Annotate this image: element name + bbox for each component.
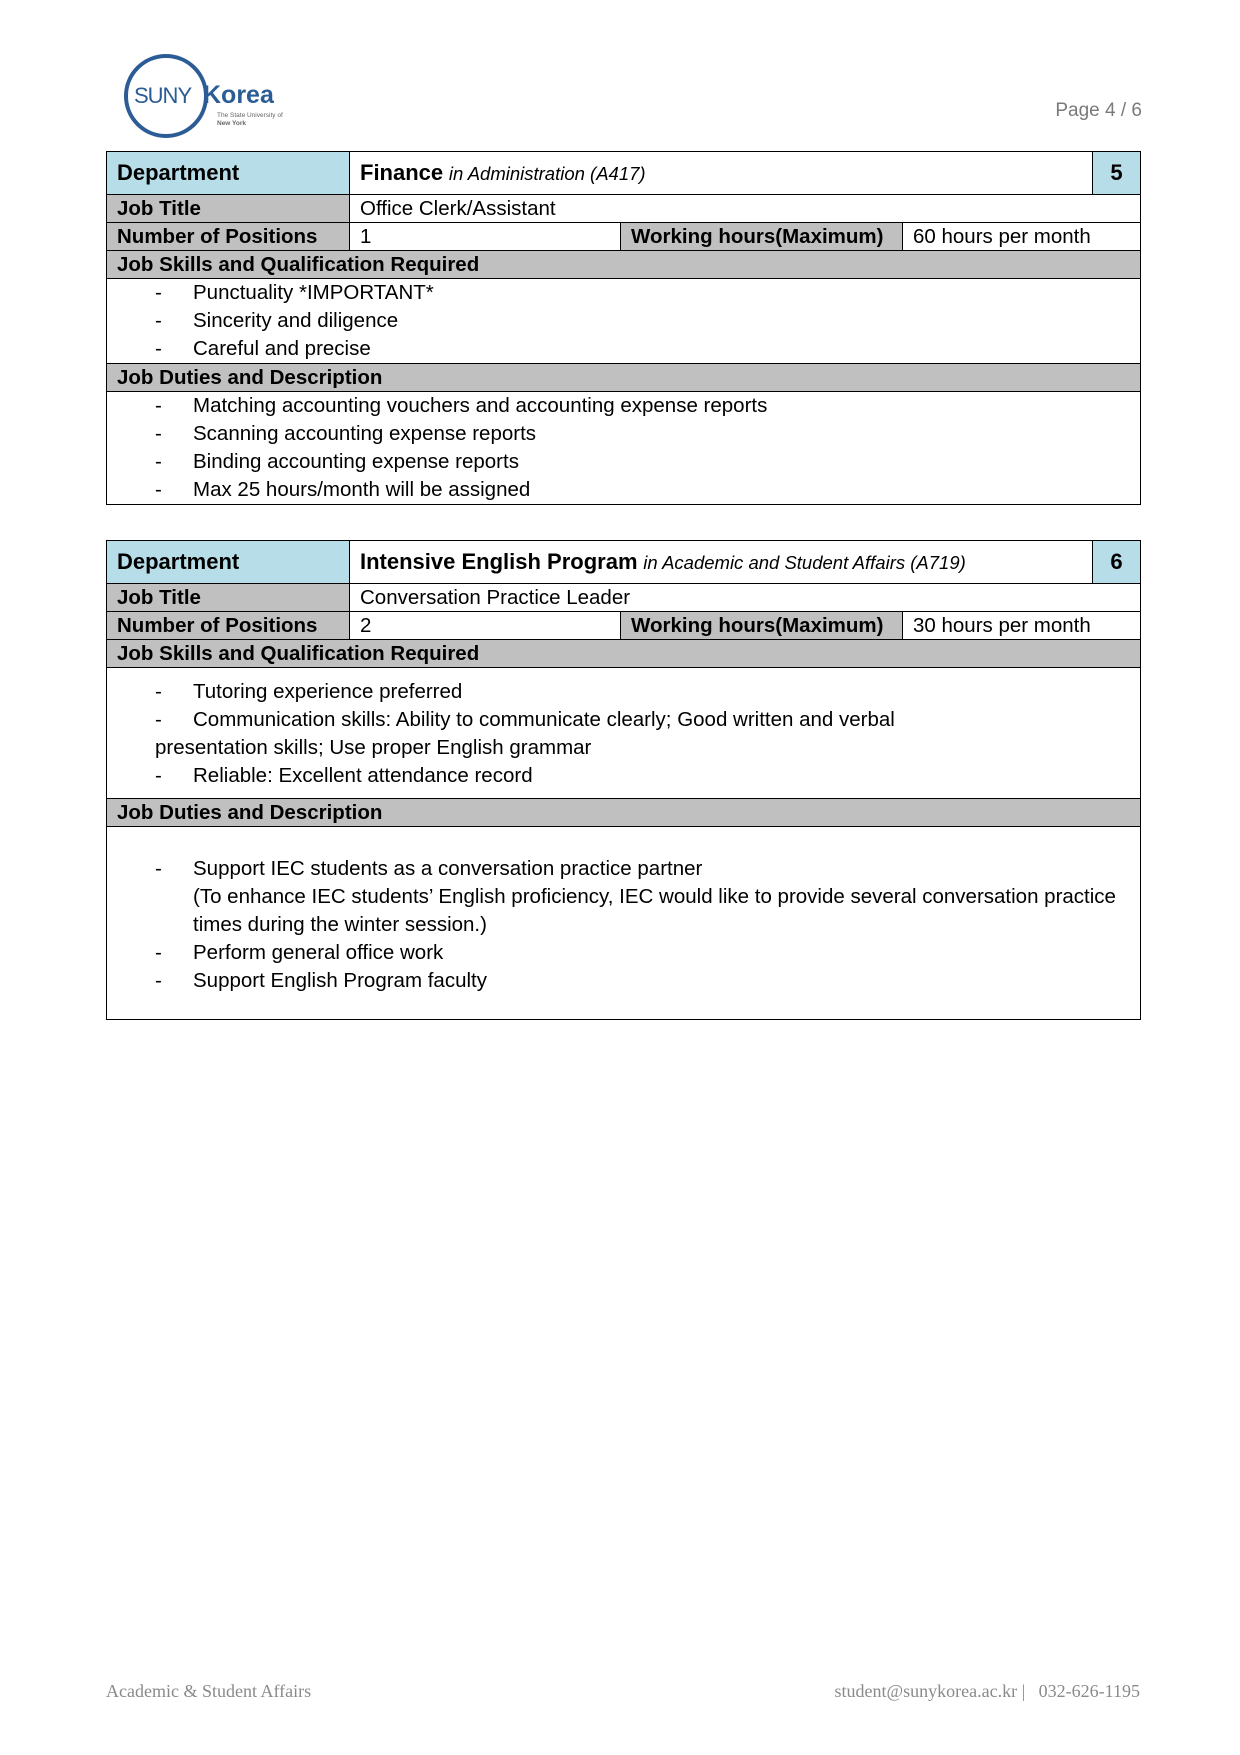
department-label: Department <box>107 152 350 195</box>
hours-label: Working hours(Maximum) <box>621 612 903 640</box>
duties-header: Job Duties and Description <box>107 364 1141 392</box>
page-number: Page 4 / 6 <box>1055 100 1142 121</box>
duty-text: Support IEC students as a conversation practice partner <box>193 857 703 880</box>
skills-list-cell <box>107 668 1141 799</box>
department-sub: in Administration (A417) <box>448 163 646 184</box>
job-number: 5 <box>1093 152 1141 195</box>
list-item: - Matching accounting vouchers and accounting expense reports <box>107 392 1140 420</box>
list-item: - Sincerity and diligence <box>107 307 1140 335</box>
job-table-5 <box>106 151 1141 505</box>
footer-contact: student@sunykorea.ac.kr | 032-626-1195 <box>834 1681 1140 1701</box>
list-item-continuation: presentation skills; Use proper English grammar <box>155 736 592 759</box>
positions-label: Number of Positions <box>107 612 350 640</box>
job-title-label: Job Title <box>107 584 350 612</box>
department-value <box>350 541 1093 584</box>
job-table-6 <box>106 540 1141 1020</box>
list-item: - Max 25 hours/month will be assigned <box>107 476 1140 504</box>
suny-korea-logo <box>123 53 293 143</box>
list-item: - Support English Program faculty <box>107 967 1140 995</box>
list-item: - Scanning accounting expense reports <box>107 420 1140 448</box>
list-item: - Tutoring experience preferred <box>107 678 1140 706</box>
skills-list <box>107 678 1140 734</box>
list-item: - Perform general office work <box>107 939 1140 967</box>
positions-label: Number of Positions <box>107 223 350 251</box>
department-value <box>350 152 1093 195</box>
skills-header: Job Skills and Qualification Required <box>107 251 1141 279</box>
list-item: - Communication skills: Ability to communicate clearly; Good written and verbal <box>107 706 1140 734</box>
duties-list-cell <box>107 392 1141 505</box>
skills-header: Job Skills and Qualification Required <box>107 640 1141 668</box>
list-item: - Careful and precise <box>107 335 1140 363</box>
department-name: Finance <box>360 160 444 185</box>
duty-note: (To enhance IEC students’ English proficiency, IEC would like to provide several conversation practice times during the winter session.) <box>193 885 1116 936</box>
svg-text:Korea: Korea <box>203 81 274 109</box>
list-item <box>107 855 1140 939</box>
positions-value: 2 <box>350 612 621 640</box>
skills-list <box>107 279 1140 363</box>
footer-department: Academic & Student Affairs <box>106 1681 312 1701</box>
department-name: Intensive English Program <box>360 549 638 574</box>
duties-list-cell <box>107 827 1141 1020</box>
svg-text:New York: New York <box>217 120 247 127</box>
list-item: - Reliable: Excellent attendance record <box>107 762 1140 790</box>
hours-label: Working hours(Maximum) <box>621 223 903 251</box>
hours-value: 30 hours per month <box>903 612 1141 640</box>
list-item: - Binding accounting expense reports <box>107 448 1140 476</box>
positions-value: 1 <box>350 223 621 251</box>
list-item: - Punctuality *IMPORTANT* <box>107 279 1140 307</box>
job-number: 6 <box>1093 541 1141 584</box>
duties-list <box>107 392 1140 504</box>
svg-text:The State University of: The State University of <box>217 112 283 119</box>
hours-value: 60 hours per month <box>903 223 1141 251</box>
job-title-value: Office Clerk/Assistant <box>350 195 1141 223</box>
department-label: Department <box>107 541 350 584</box>
duties-header: Job Duties and Description <box>107 799 1141 827</box>
duties-list <box>107 855 1140 995</box>
job-title-value: Conversation Practice Leader <box>350 584 1141 612</box>
svg-text:SUNY: SUNY <box>134 83 192 108</box>
skills-list-cell <box>107 279 1141 364</box>
department-sub: in Academic and Student Affairs (A719) <box>643 552 966 573</box>
job-title-label: Job Title <box>107 195 350 223</box>
